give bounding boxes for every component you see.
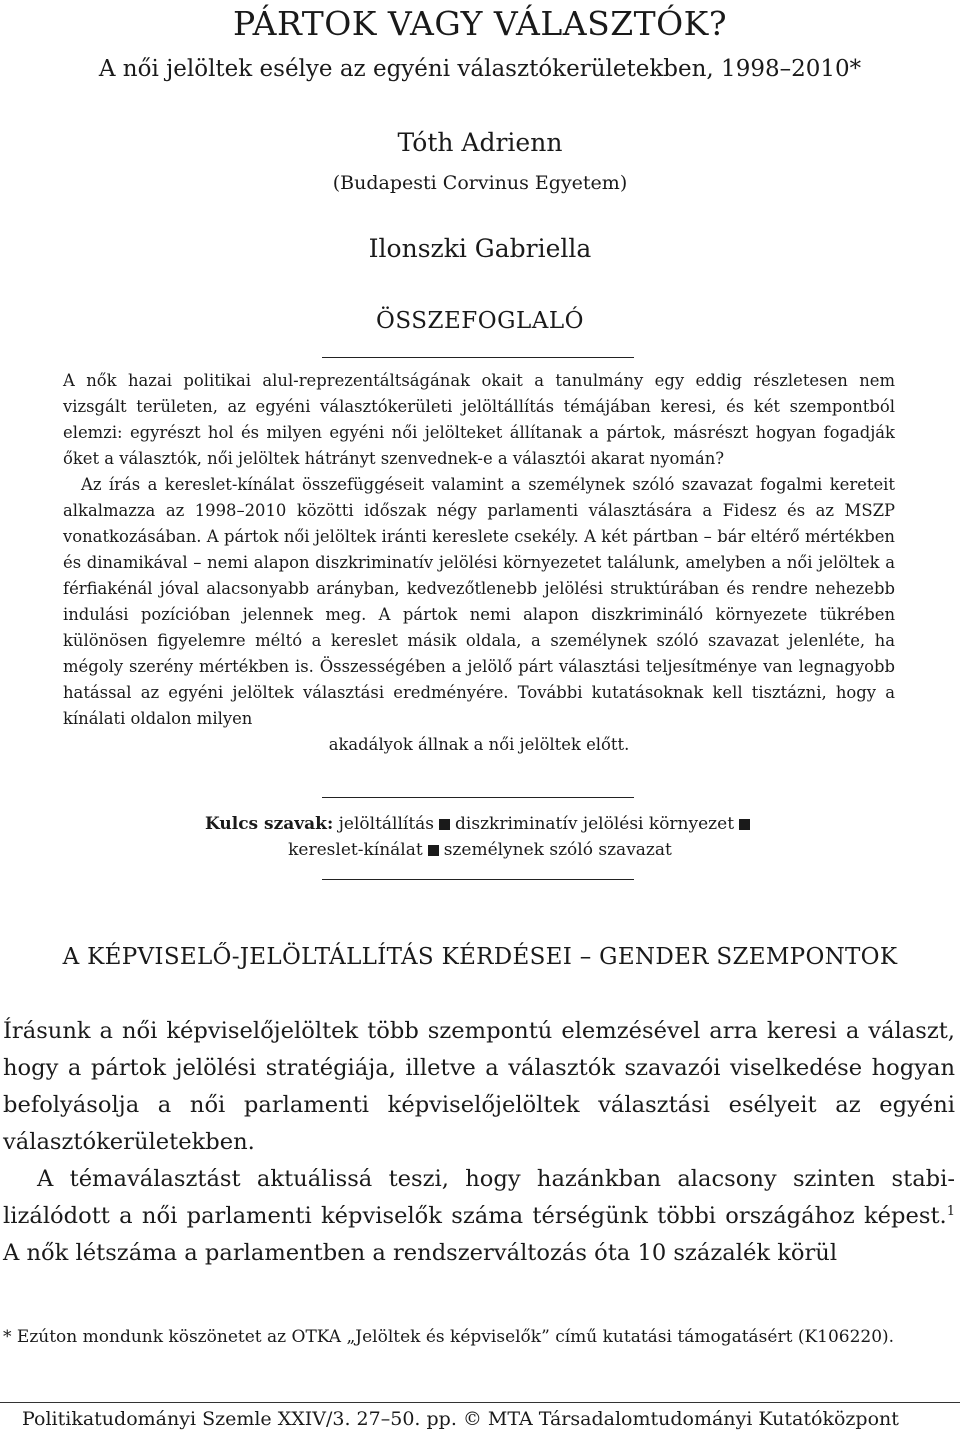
keywords-label: Kulcs szavak: xyxy=(204,814,334,834)
section-heading: A KÉPVISELŐ-JELÖLTÁLLÍTÁS KÉRDÉSEI – GENDER SZEMPONTOK xyxy=(62,944,898,970)
footnote: * Ezúton mondunk köszönetet az OTKA „Jelöltek és képviselők” című kutatási támogatásért (K106220). xyxy=(3,1327,895,1347)
body-text-span: A témaválasztást aktuálissá teszi, hogy hazánkban alacsony szinten stabilizálódott a női parlamenti képviselők száma térségünk többi országához képest. xyxy=(3,1166,955,1229)
square-bullet-icon xyxy=(739,819,750,830)
keyword: személynek szóló szavazat xyxy=(443,840,672,860)
article-subtitle: A női jelöltek esélye az egyéni választókerületekben, 1998–2010* xyxy=(98,56,862,82)
keywords xyxy=(0,811,960,863)
body-text-span: A nők létszáma a parlamentben a rendszerváltozás óta 10 százalék körül xyxy=(3,1240,838,1266)
author-affiliation: (Budapesti Corvinus Egyetem) xyxy=(332,172,628,194)
abstract xyxy=(63,368,895,758)
keyword: jelöltállítás xyxy=(338,814,435,834)
abstract-paragraph-end: akadályok állnak a női jelöltek előtt. xyxy=(328,735,630,754)
keyword: diszkriminatív jelölési környezet xyxy=(455,814,735,834)
square-bullet-icon xyxy=(439,819,450,830)
article-title: PÁRTOK VAGY VÁLASZTÓK? xyxy=(232,4,728,43)
footnote-ref: 1 xyxy=(946,1204,955,1219)
body-paragraph: Írásunk a női képviselőjelöltek több szempontú elemzésével arra keresi a választ, hogy a pártok jelölési stratégiája, illetve a választók szavazói viselkedése hogyan befolyásolja a női parlamenti képviselőjelöltek választási esélyeit az egyéni választókerületekben. xyxy=(3,1018,955,1155)
divider xyxy=(322,357,634,358)
divider xyxy=(322,879,634,880)
abstract-heading: ÖSSZEFOGLALÓ xyxy=(376,308,584,334)
abstract-paragraph: A nők hazai politikai alul-reprezentáltságának okait a tanulmány egy eddig részletesen nem vizsgált területen, az egyéni választókerületi jelöltállítás témájában keresi, és két szempontból elemzi: egyrészt hol és milyen egyéni női jelölteket állítanak a pártok, másrészt hogyan fogadják őket a választók, női jelöltek hátrányt szenvednek-e a választói akarat nyomán? xyxy=(63,371,895,468)
keyword: kereslet-kínálat xyxy=(288,840,423,860)
body-text xyxy=(3,1013,955,1272)
divider xyxy=(322,797,634,798)
footer-divider xyxy=(0,1402,960,1403)
journal-footer: Politikatudományi Szemle XXIV/3. 27–50. pp. © MTA Társadalomtudományi Kutatóközpont xyxy=(22,1408,899,1430)
square-bullet-icon xyxy=(428,845,439,856)
author-name: Ilonszki Gabriella xyxy=(368,234,592,263)
body-paragraph xyxy=(3,1161,955,1272)
abstract-paragraph: Az írás a kereslet-kínálat összefüggéseit valamint a személynek szóló szavazat fogalmi kereteit alkalmazza az 1998–2010 közötti időszak négy parlamenti választására a Fidesz és az MSZP vonatkozásában. A pártok női jelöltek iránti kereslete csekély. A két pártban – bár eltérő mértékben és dinamikával – nemi alapon diszkriminatív jelölési környezetet találunk, amelyben a női jelöltek a férfiakénál jóval alacsonyabb arányban, kedvezőtlenebb jelölési struktúrában és rendre nehezebb indulási pozícióban jelennek meg. A pártok nemi alapon diszkrimináló környezete tükrében különösen figyelemre méltó a kereslet másik oldala, a személynek szóló szavazat jelenléte, ha mégoly szerény mértékben is. Összességében a jelölő párt választási teljesítménye van legnagyobb hatással az egyéni jelöltek választási eredményére. További kutatásoknak kell tisztázni, hogy a kínálati oldalon milyen xyxy=(63,475,895,728)
author-name: Tóth Adrienn xyxy=(397,128,563,157)
